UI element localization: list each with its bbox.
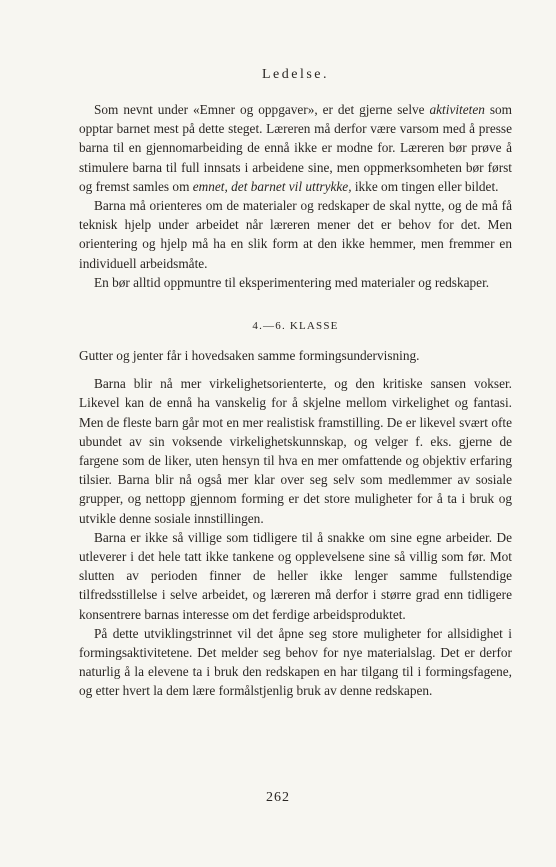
section-heading-klasse: 4.—6. KLASSE xyxy=(252,320,339,333)
paragraph: Barna må orienteres om de materialer og redskaper de skal nytte, og de må få teknisk hjelp under arbeidet når læreren mener det er behov for det. Men orientering og hjelp må ha en slik form at den ikke hemmer, men fremmer en individuell arbeidsmåte. xyxy=(79,198,512,271)
paragraph xyxy=(79,100,512,196)
emphasis-text: aktiviteten xyxy=(429,102,485,117)
page-number: 262 xyxy=(266,790,290,805)
text-run: Som nevnt under «Emner og oppgaver», er det gjerne selve xyxy=(94,102,430,117)
paragraph: På dette utviklingstrinnet vil det åpne seg store muligheter for allsidighet i formingsaktivitetene. Det melder seg behov for nye materialslag. Det er derfor naturlig å la elevene ta i bruk den redskapen en har tilgang til i formingsfagene, og etter hvert la dem lære formålstjenlig bruk av denne redskapen. xyxy=(79,625,512,699)
text-run: som opptar barnet mest på dette steget. Læreren må derfor være varsom med å presse barna til en gjennomarbeiding de ennå ikke er modne for. Læreren bør prøve å stimulere barna til full innsats i arbeidene sine, men oppmerksomheten bør først og fremst samles om xyxy=(79,102,512,194)
paragraph: Gutter og jenter får i hovedsaken samme formingsundervisning. xyxy=(79,348,420,364)
emphasis-text: emnet, det barnet vil uttrykke, xyxy=(192,178,352,194)
paragraph: Barna blir nå mer virkelighetsorienterte, og den kritiske sansen vokser. Likevel kan de ennå ha vanskelig for å skjelne mellom virkelighet og fantasi. Men de fleste barn går mot en mer realistisk framstilling. De er likevel svært ofte ubundet av sin voksende virkelighetskunnskap, og velger f. eks. gjerne de fargene som de liker, uten hensyn til hva en mer omfattende og objektiv erfaring tilsier. Barna blir nå også mer klar over seg selv som medlemmer av sosiale grupper, og nettopp gjennom forming er det store muligheter for å ta i bruk og utvikle denne sosiale innstillingen. xyxy=(79,376,512,526)
section-heading-ledelse: Ledelse. xyxy=(261,67,330,82)
paragraph: En bør alltid oppmuntre til eksperimentering med materialer og redskaper. xyxy=(94,274,490,290)
page-body xyxy=(79,66,512,701)
text-run: ikke om tingen eller bildet. xyxy=(351,178,499,194)
paragraph: Barna er ikke så villige som tidligere til å snakke om sine egne arbeider. De utleverer i det hele tatt ikke tankene og opplevelsene sine så villig som før. Mot slutten av perioden finner de heller ikke lenger samme fullstendige tilfredsstillelse i selve arbeidet, og læreren må derfor i større grad enn tidligere konsentrere barnas interesse om det ferdige arbeidsproduktet. xyxy=(79,529,512,622)
